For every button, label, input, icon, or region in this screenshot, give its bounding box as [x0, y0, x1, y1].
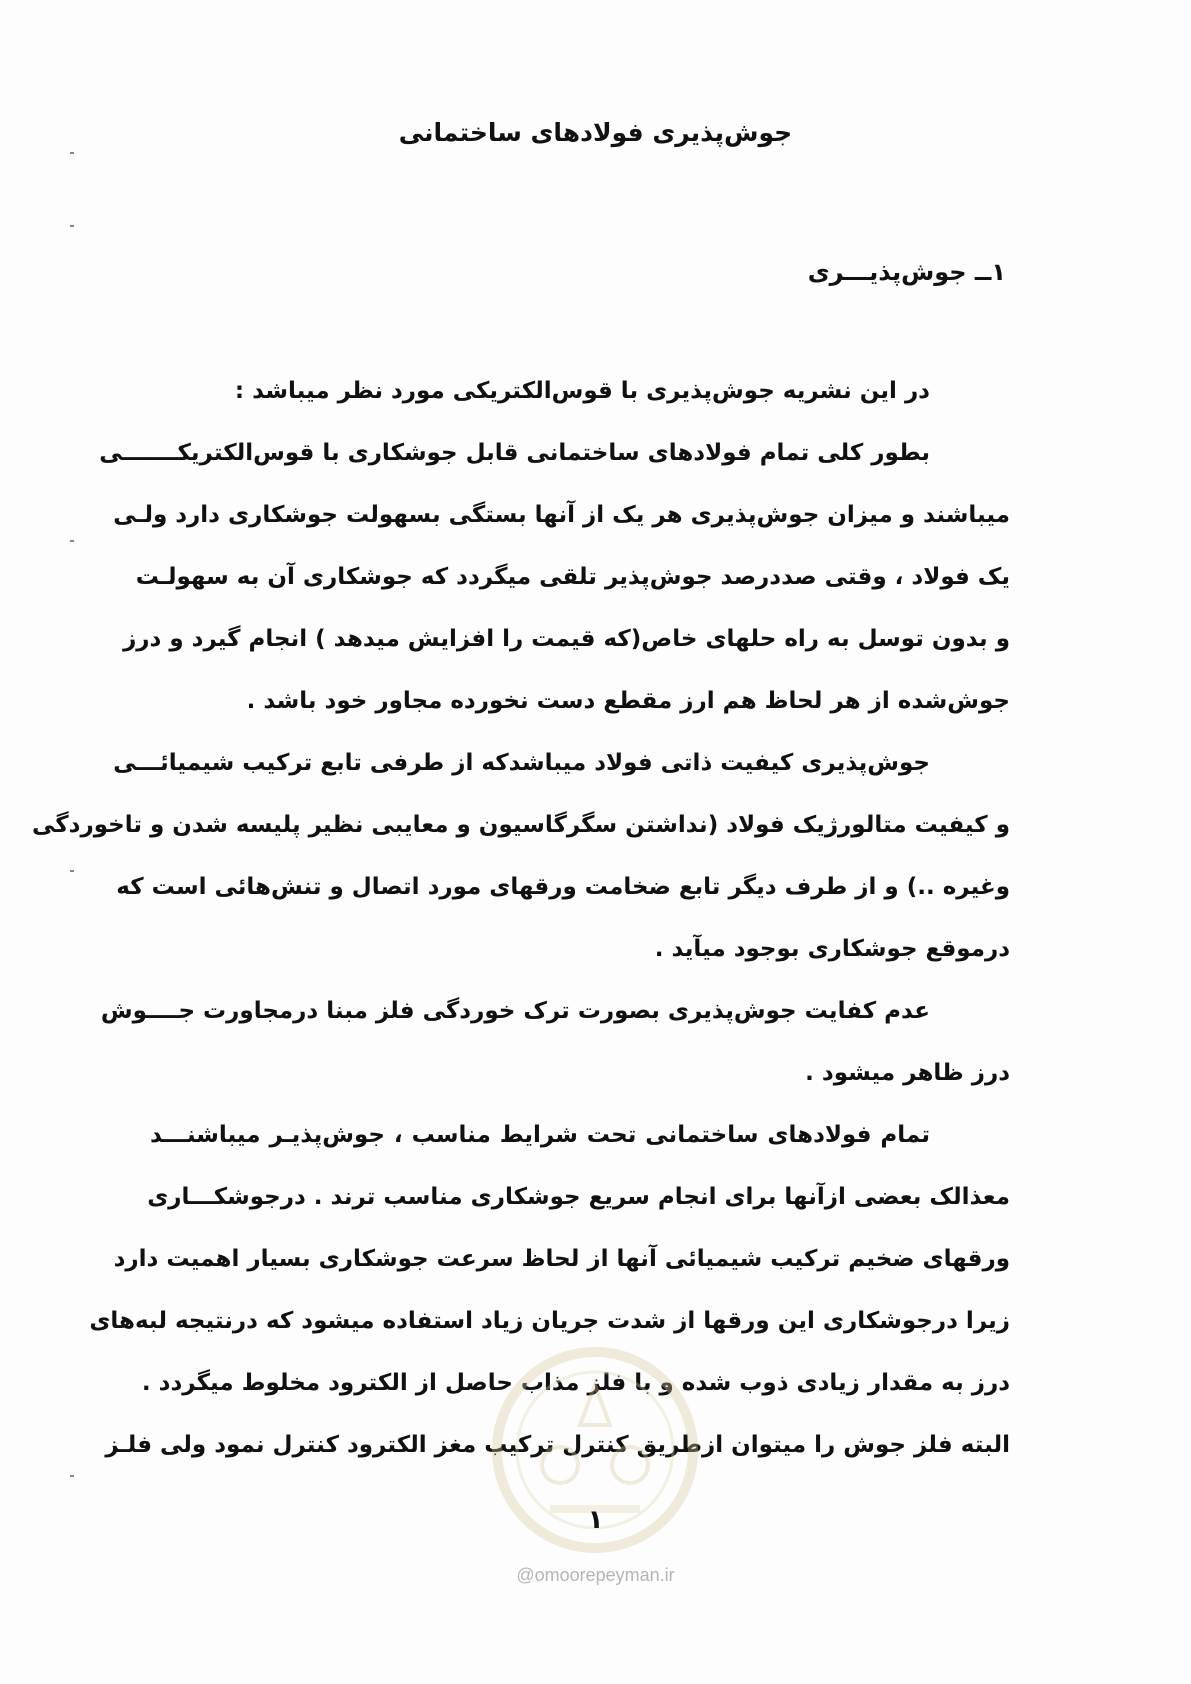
- body-line: درموقع جوشکاری بوجود میآید .: [654, 936, 1010, 962]
- page-number: ۱: [587, 1505, 604, 1535]
- body-line: درز به مقدار زیادی ذوب شده و با فلز مذاب حاصل از الکترود مخلوط میگردد .: [141, 1370, 1010, 1396]
- scan-edge-mark: [70, 225, 74, 227]
- body-line: جوش‌پذیری کیفیت ذاتی فولاد میباشدکه از طرفی تابع ترکیب شیمیائـــی: [113, 750, 930, 776]
- body-line: معذالک بعضی ازآنها برای انجام سریع جوشکاری مناسب ترند . درجوشکـــاری: [147, 1184, 1010, 1210]
- body-line: در این نشریه جوش‌پذیری با قوس‌الکتریکی مورد نظر میباشد :: [234, 378, 930, 404]
- scan-edge-mark: [70, 1475, 74, 1477]
- body-line: درز ظاهر میشود .: [805, 1060, 1010, 1086]
- body-line: البته فلز جوش را میتوان ازطریق کنترل ترکیب مغز الکترود کنترل نمود ولی فلـز: [105, 1432, 1010, 1458]
- body-line: یک فولاد ، وقتی صددرصد جوش‌پذیر تلقی میگردد که جوشکاری آن به سهولـت: [135, 564, 1010, 590]
- document-title: جوش‌پذیری فولادهای ساختمانی: [398, 118, 793, 147]
- section-heading: ۱ــ جوش‌پذیـــری: [807, 258, 1006, 286]
- scan-edge-mark: [70, 870, 74, 872]
- body-line: جوش‌شده از هر لحاظ هم ارز مقطع دست نخورده مجاور خود باشد .: [246, 688, 1010, 714]
- body-line: میباشند و میزان جوش‌پذیری هر یک از آنها بستگی بسهولت جوشکاری دارد ولـی: [113, 502, 1010, 528]
- body-line: زیرا درجوشکاری این ورقها از شدت جریان زیاد استفاده میشود که درنتیجه لبه‌های: [89, 1308, 1010, 1334]
- scan-edge-mark: [70, 540, 74, 542]
- body-line: وغیره ..) و از طرف دیگر تابع ضخامت ورقهای مورد اتصال و تنش‌هائی است که: [116, 874, 1010, 900]
- body-line: و کیفیت متالورژیک فولاد (نداشتن سگرگاسیون و معایبی نظیر پلیسه شدن و تاخوردگی: [32, 812, 1010, 838]
- body-line: تمام فولادهای ساختمانی تحت شرایط مناسب ، جوش‌پذیـر میباشنـــد: [150, 1122, 930, 1148]
- watermark-site-text: @omoorepeyman.ir: [516, 1565, 675, 1585]
- body-line: عدم کفایت جوش‌پذیری بصورت ترک خوردگی فلز مبنا درمجاورت جــــوش: [100, 998, 930, 1024]
- body-line: ورقهای ضخیم ترکیب شیمیائی آنها از لحاظ سرعت جوشکاری بسیار اهمیت دارد: [113, 1246, 1010, 1272]
- scan-edge-mark: [70, 152, 74, 154]
- body-line: بطور کلی تمام فولادهای ساختمانی قابل جوشکاری با قوس‌الکتریکـــــــی: [99, 440, 930, 466]
- body-line: و بدون توسل به راه حلهای خاص(که قیمت را افزایش میدهد ) انجام گیرد و درز: [123, 626, 1010, 652]
